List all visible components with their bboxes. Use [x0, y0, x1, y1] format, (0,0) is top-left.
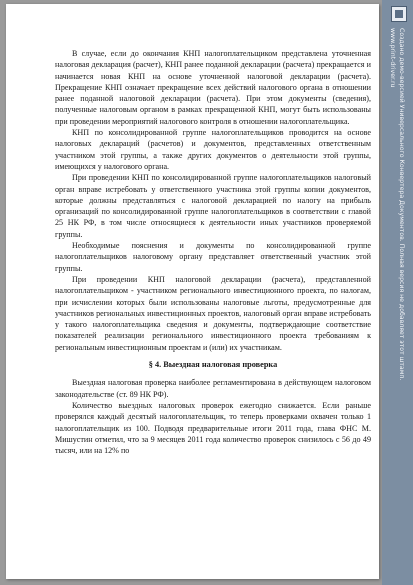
section-heading: § 4. Выездная налоговая проверка: [148, 360, 278, 370]
document-page: [6, 4, 379, 579]
paragraph: Выездная налоговая проверка наиболее регламентирована в действующем налоговом законодательстве (ст. 89 НК РФ).: [55, 378, 371, 399]
watermark-line: Создано демо-версией Универсального Конвертера Документов. Полная версия не добавляет этот штамп.: [398, 28, 405, 381]
paragraph: КНП по консолидированной группе налогоплательщиков проводится на основе налоговых деклараций (расчетов) и документов, представленных ответственным участником этой группы, а также других документов о деятельности этой группы, имеющихся у налогового органа.: [55, 128, 371, 171]
watermark-text: [388, 28, 406, 380]
watermark-url: www.print-driver.ru: [389, 28, 396, 88]
paragraph: Необходимые пояснения и документы по консолидированной группе налогоплательщиков налоговому органу представляет ответственный участник этой группы.: [55, 241, 371, 273]
converter-logo-icon: [391, 6, 407, 22]
paragraph: В случае, если до окончания КНП налогоплательщиком представлена уточненная налоговая декларация (расчет), КНП ранее поданной декларации (расчета) прекращается и начинается новая КНП на основе уточненной налоговой декларации (расчета). Прекращение КНП означает прекращение всех действий налогового органа в отношении ранее поданной налоговой декларации (расчета). При этом документы (сведения), полученные налоговым органом в рамках прекращенной КНП, могут быть использованы при проведении мероприятий налогового контроля в отношении налогоплательщика.: [55, 49, 371, 126]
paragraph: При проведении КНП по консолидированной группе налогоплательщиков налоговый орган вправе истребовать у ответственного участника этой группы копии документов, которые должны представляться с налоговой декларацией по налогу на прибыль организаций по консолидированной группе налогоплательщиков в соответствии с главой 25 НК РФ, в том числе относящиеся к деятельности иных участников проверяемой группы.: [55, 173, 371, 239]
watermark-sidebar: [382, 0, 413, 585]
page-content: [55, 48, 371, 456]
paragraph: Количество выездных налоговых проверок ежегодно снижается. Если раньше проверялся каждый десятый налогоплательщик, то теперь проверками охвачен только 1 налогоплательщик из 100. Подводя предварительные итоги 2011 года, глава ФНС М. Мишустин отметил, что за 9 месяцев 2011 года количество проверок снизилось с 56 до 49 тысяч, или на 12% по: [55, 400, 371, 456]
paragraph: При проведении КНП налоговой декларации (расчета), представленной налогоплательщиком - участником регионального инвестиционного проекта, по налогам, при исчислении которых были использованы налоговые льготы, предусмотренные для участников региональных инвестиционных проектов, налоговый орган вправе истребовать у такого налогоплательщика сведения и документы, подтверждающие соответствие показателей реализации регионального инвестиционного проекта требованиям к региональным инвестиционным проектам и (или) их участникам.: [55, 274, 371, 352]
